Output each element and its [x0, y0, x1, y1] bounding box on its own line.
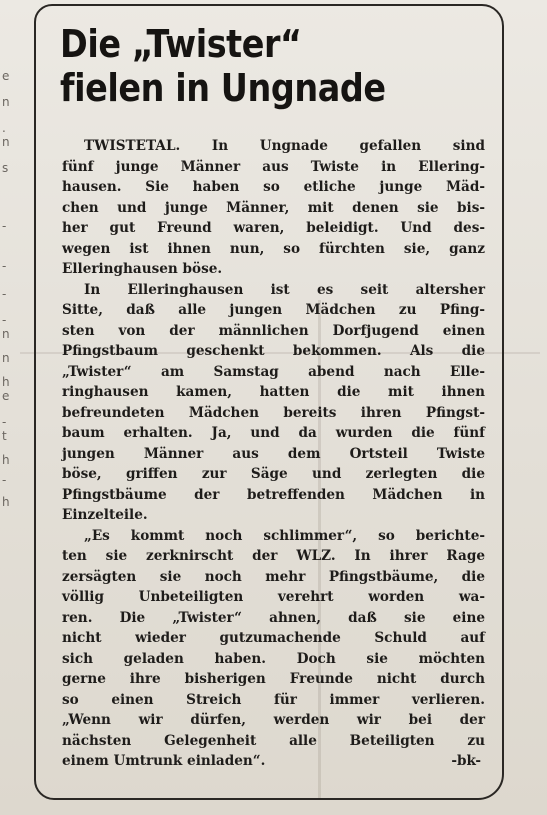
- headline-line-1: Die „Twister“: [60, 22, 302, 66]
- article-body: [62, 136, 485, 772]
- margin-fragment: n: [2, 327, 10, 341]
- article-line: „Wenn wir dürfen, werden wir bei der: [62, 712, 485, 728]
- article-line: böse, griffen zur Säge und zerlegten die: [62, 466, 485, 482]
- article-line: chen und junge Männer, mit denen sie bis-: [62, 199, 485, 216]
- margin-fragment: n: [2, 135, 10, 149]
- article-line: gerne ihre bisherigen Freunde nicht durch: [62, 671, 485, 687]
- article-line: Elleringhausen böse.: [62, 261, 223, 277]
- margin-fragment: -: [2, 287, 7, 301]
- article-line: In Elleringhausen ist es seit altersher: [84, 281, 485, 298]
- margin-fragment: -: [2, 415, 7, 429]
- margin-fragment: h: [2, 495, 10, 509]
- article-line: „Es kommt noch schlimmer“, so berichte-: [84, 527, 485, 544]
- article-headline: [60, 22, 430, 110]
- margin-fragment: h: [2, 375, 10, 389]
- margin-fragment: t: [2, 429, 7, 443]
- article-line: völlig Unbeteiligten verehrt worden wa-: [62, 589, 485, 605]
- article-line: hausen. Sie haben so etliche junge Mäd-: [62, 179, 485, 195]
- closing-line: [62, 751, 485, 772]
- article-line: nächsten Gelegenheit alle Beteiligten zu: [62, 732, 485, 749]
- article-line: baum erhalten. Ja, und da wurden die fünf: [62, 425, 485, 441]
- article-line: fünf junge Männer aus Twiste in Ellering-: [62, 158, 485, 175]
- margin-fragment: -: [2, 473, 7, 487]
- article-line: ringhausen kamen, hatten die mit ihnen: [62, 384, 485, 400]
- article-line: Pfingstbäume der betreffenden Mädchen in: [62, 486, 485, 503]
- headline-line-2: fielen in Ungnade: [60, 66, 386, 110]
- adjacent-column-fragments: [0, 70, 14, 510]
- author-signature: -bk-: [451, 753, 481, 769]
- article-line: zersägten sie noch mehr Pfingstbäume, die: [62, 568, 485, 585]
- article-line: Pfingstbaum geschenkt bekommen. Als die: [62, 343, 485, 359]
- margin-fragment: -: [2, 313, 7, 327]
- article-line: ten sie zerknirscht der WLZ. In ihrer Rage: [62, 548, 485, 564]
- article-line: befreundeten Mädchen bereits ihren Pfingst-: [62, 404, 485, 421]
- article-line: „Twister“ am Samstag abend nach Elle-: [62, 363, 485, 380]
- article-line: Einzelteile.: [62, 507, 148, 523]
- article-line: Sitte, daß alle jungen Mädchen zu Pfing-: [62, 302, 485, 318]
- article-line: sten von der männlichen Dorfjugend einen: [62, 322, 485, 339]
- margin-fragment: .: [2, 121, 6, 135]
- article-line: nicht wieder gutzumachende Schuld auf: [62, 630, 485, 646]
- margin-fragment: e: [2, 69, 10, 83]
- margin-fragment: -: [2, 219, 7, 233]
- margin-fragment: s: [2, 161, 9, 175]
- article-line: wegen ist ihnen nun, so fürchten sie, ganz: [62, 240, 485, 257]
- margin-fragment: n: [2, 351, 10, 365]
- article-line: jungen Männer aus dem Ortsteil Twiste: [62, 445, 485, 462]
- article-line: TWISTETAL. In Ungnade gefallen sind: [84, 138, 485, 154]
- article-line: so einen Streich für immer verlieren.: [62, 691, 485, 708]
- article-line: einem Umtrunk einladen“.: [62, 753, 266, 769]
- article-line: ren. Die „Twister“ ahnen, daß sie eine: [62, 609, 485, 626]
- margin-fragment: e: [2, 389, 10, 403]
- margin-fragment: -: [2, 259, 7, 273]
- margin-fragment: h: [2, 453, 10, 467]
- article-line: her gut Freund waren, beleidigt. Und des-: [62, 220, 485, 236]
- margin-fragment: n: [2, 95, 10, 109]
- article-line: sich geladen haben. Doch sie möchten: [62, 650, 485, 667]
